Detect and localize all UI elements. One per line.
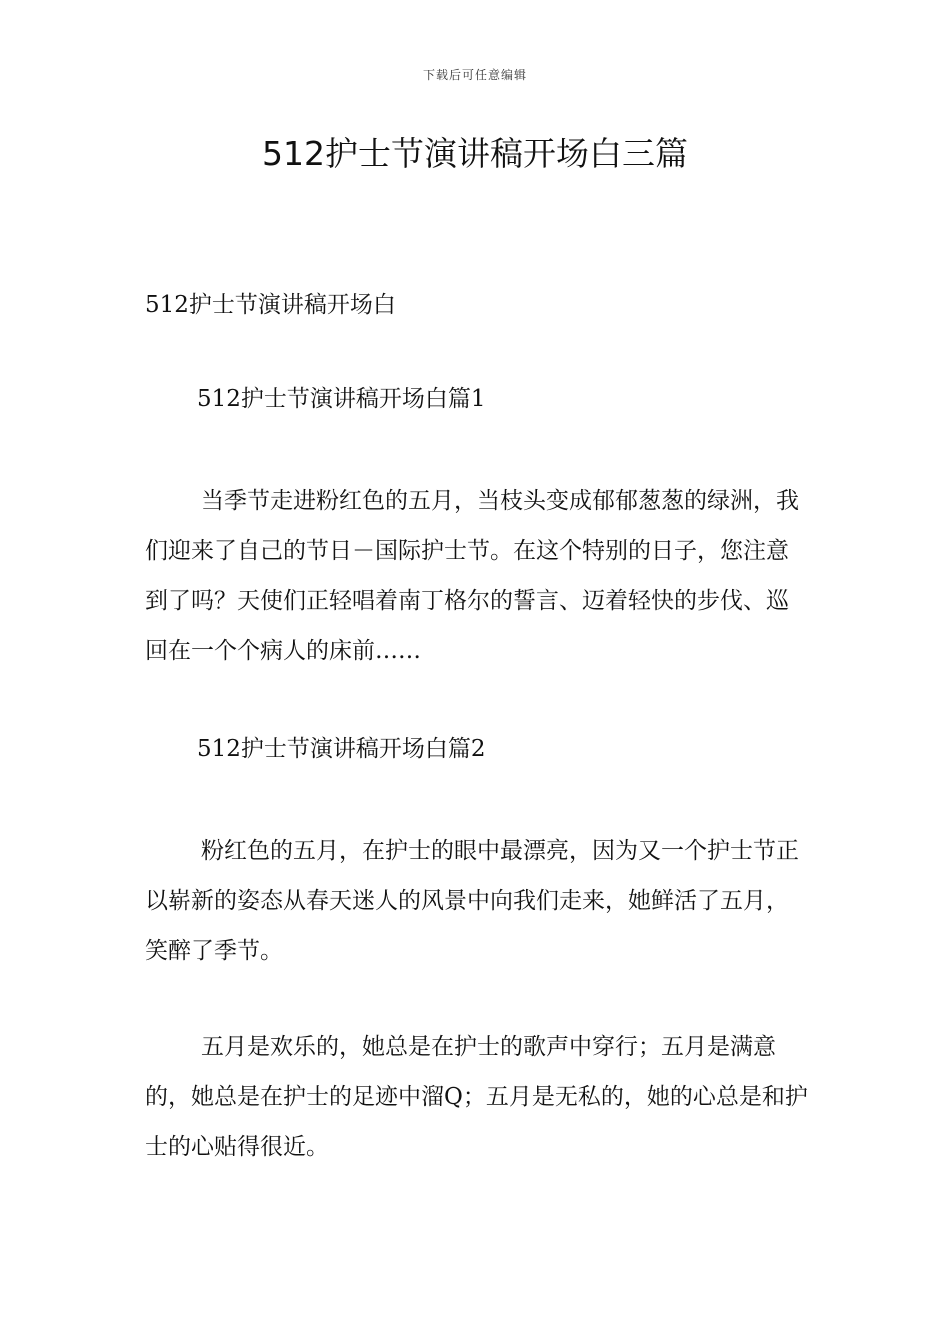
header-note: 下载后可任意编辑 bbox=[422, 68, 527, 82]
article-heading-1: 512护士节演讲稿开场白篇1 bbox=[197, 386, 486, 412]
article-2-paragraph-2: 五月是欢乐的，她总是在护士的歌声中穿行；五月是满意的，她总是在护士的足迹中溜Q；五月是无私的，她的心总是和护士的心贴得很近。 bbox=[145, 1034, 808, 1160]
document-title: 512护士节演讲稿开场白三篇 bbox=[262, 134, 688, 173]
article-2-paragraph-1: 粉红色的五月，在护士的眼中最漂亮，因为又一个护士节正以崭新的姿态从春天迷人的风景中向我们走来，她鲜活了五月，笑醉了季节。 bbox=[145, 838, 799, 964]
article-1-paragraph-1: 当季节走进粉红色的五月，当枝头变成郁郁葱葱的绿洲，我们迎来了自己的节日－国际护士节。在这个特别的日子，您注意到了吗？天使们正轻唱着南丁格尔的誓言、迈着轻快的步伐、巡回在一个个病人的床前…… bbox=[145, 488, 799, 664]
section-label: 512护士节演讲稿开场白 bbox=[145, 292, 396, 318]
article-heading-2: 512护士节演讲稿开场白篇2 bbox=[197, 736, 486, 762]
